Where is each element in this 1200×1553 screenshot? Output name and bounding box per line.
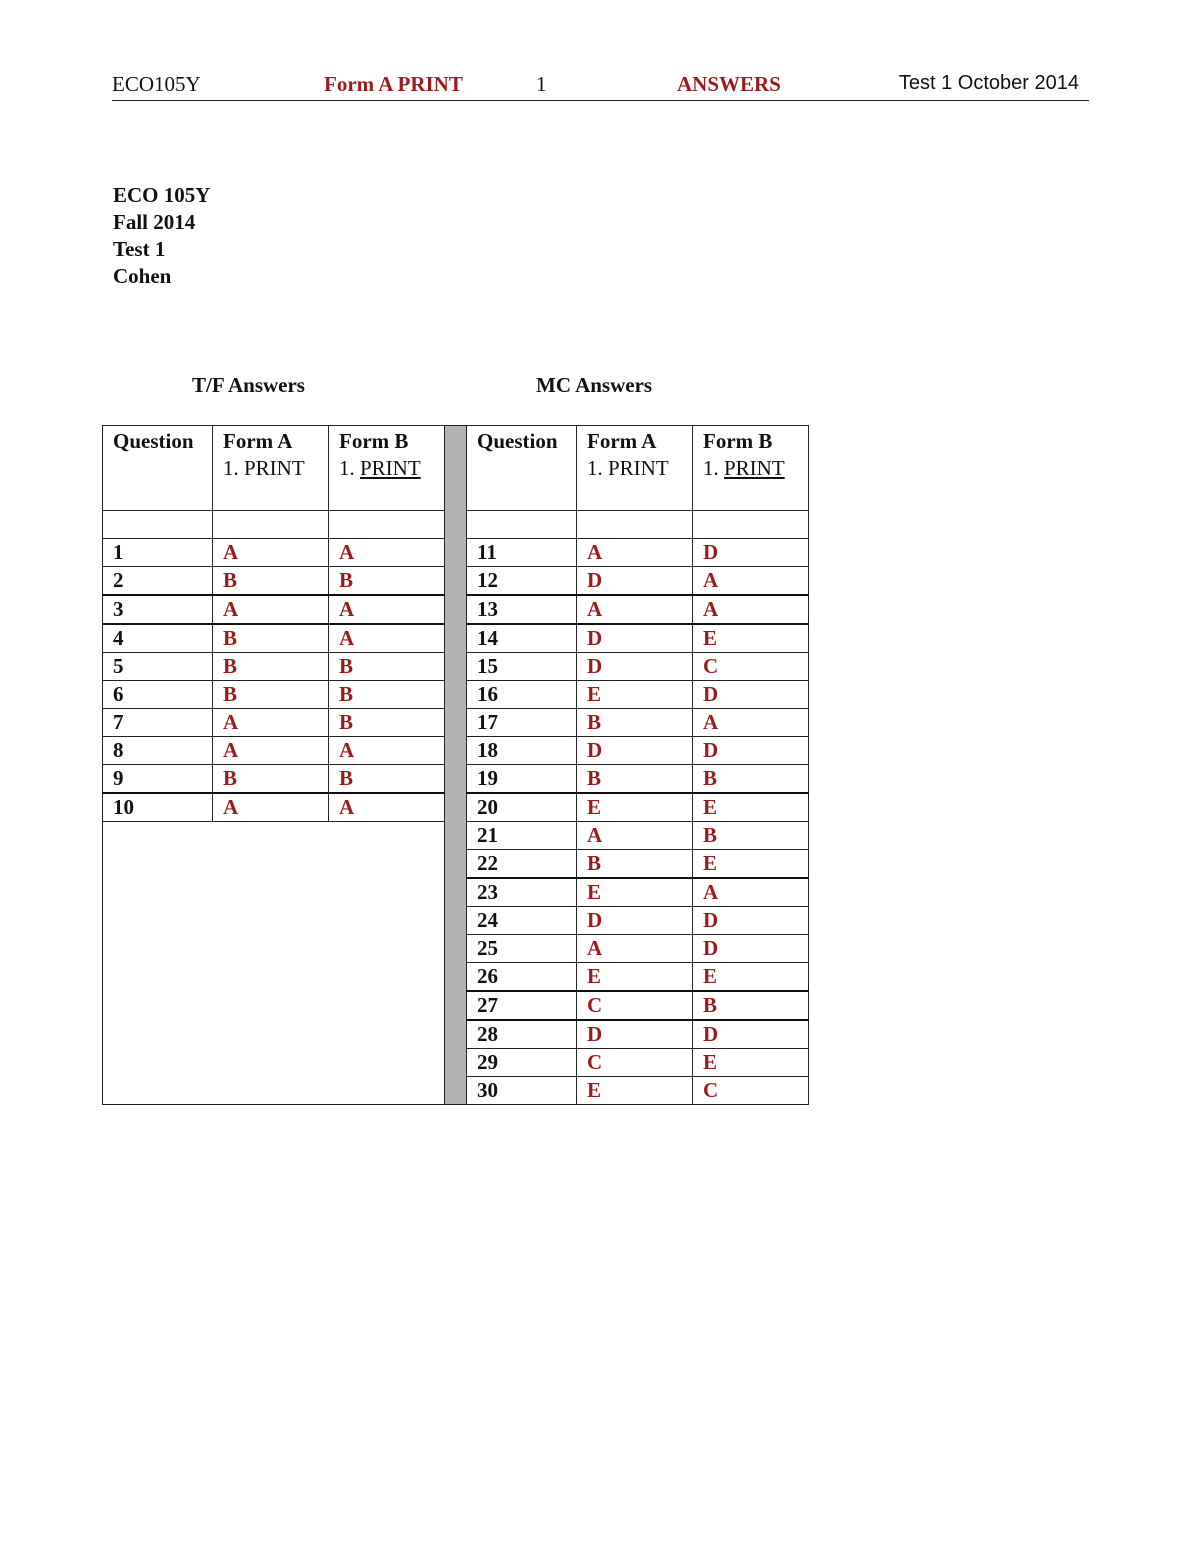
mc-form-a-answer: A: [577, 595, 693, 624]
tf-question-number: 10: [103, 793, 213, 822]
mc-question-number: 13: [467, 595, 577, 624]
mc-form-b-answer: E: [693, 624, 809, 653]
mc-question-number: 12: [467, 567, 577, 596]
tf-question-number: 3: [103, 595, 213, 624]
mc-form-b-answer: D: [693, 935, 809, 963]
tf-question-number: 9: [103, 765, 213, 794]
mc-form-b-answer: E: [693, 963, 809, 992]
mc-form-a-header: Form A 1. PRINT: [577, 426, 693, 511]
info-instructor: Cohen: [113, 264, 172, 288]
course-info: [113, 182, 210, 290]
tf-question-number: 1: [103, 539, 213, 567]
tf-question-number: 5: [103, 653, 213, 681]
tf-form-a-answer: B: [213, 681, 329, 709]
mc-form-a-answer: B: [577, 850, 693, 879]
mc-form-b-answer: C: [693, 653, 809, 681]
mc-form-a-answer: E: [577, 793, 693, 822]
mc-form-b-answer: D: [693, 1020, 809, 1049]
mc-form-b-answer: D: [693, 907, 809, 935]
mc-question-number: 17: [467, 709, 577, 737]
gray-divider: [445, 426, 467, 1105]
page-header: [112, 72, 1089, 101]
mc-form-b-answer: D: [693, 539, 809, 567]
header-course: ECO105Y: [112, 72, 201, 96]
mc-question-number: 16: [467, 681, 577, 709]
header-answers: ANSWERS: [677, 72, 781, 96]
tf-question-number: 2: [103, 567, 213, 596]
mc-question-number: 27: [467, 991, 577, 1020]
mc-question-number: 11: [467, 539, 577, 567]
mc-question-number: 18: [467, 737, 577, 765]
tf-form-a-answer: B: [213, 624, 329, 653]
tf-form-a-answer: A: [213, 737, 329, 765]
tf-form-a-answer: B: [213, 653, 329, 681]
mc-form-a-answer: C: [577, 991, 693, 1020]
mc-form-a-answer: D: [577, 737, 693, 765]
mc-form-a-answer: D: [577, 653, 693, 681]
tf-form-b-answer: B: [329, 567, 445, 596]
mc-form-a-answer: E: [577, 963, 693, 992]
mc-form-a-answer: E: [577, 681, 693, 709]
mc-form-a-answer: E: [577, 878, 693, 907]
mc-form-b-answer: A: [693, 709, 809, 737]
mc-question-number: 24: [467, 907, 577, 935]
mc-form-b-answer: B: [693, 991, 809, 1020]
mc-form-a-answer: C: [577, 1049, 693, 1077]
mc-form-b-answer: A: [693, 567, 809, 596]
mc-question-number: 21: [467, 822, 577, 850]
tf-question-number: 4: [103, 624, 213, 653]
tf-form-a-answer: A: [213, 793, 329, 822]
tf-form-a-answer: B: [213, 765, 329, 794]
mc-form-b-answer: B: [693, 765, 809, 794]
header-form: Form A PRINT: [324, 72, 463, 96]
tf-question-number: 8: [103, 737, 213, 765]
mc-form-a-answer: E: [577, 1077, 693, 1105]
mc-form-b-answer: B: [693, 822, 809, 850]
mc-question-number: 20: [467, 793, 577, 822]
tf-form-b-header: Form B 1. PRINT: [329, 426, 445, 511]
mc-question-number: 30: [467, 1077, 577, 1105]
tf-form-a-answer: B: [213, 567, 329, 596]
mc-form-b-answer: E: [693, 793, 809, 822]
tf-empty-area: [103, 822, 445, 1105]
tf-form-a-answer: A: [213, 709, 329, 737]
mc-question-number: 15: [467, 653, 577, 681]
tf-form-b-answer: A: [329, 539, 445, 567]
tf-form-a-header: Form A 1. PRINT: [213, 426, 329, 511]
mc-form-a-answer: B: [577, 709, 693, 737]
info-course: ECO 105Y: [113, 183, 211, 207]
mc-question-number: 23: [467, 878, 577, 907]
answer-key-table: [102, 425, 809, 1105]
mc-question-number: 22: [467, 850, 577, 879]
mc-form-b-answer: A: [693, 878, 809, 907]
info-test: Test 1: [113, 237, 166, 261]
tf-form-b-answer: B: [329, 653, 445, 681]
mc-form-b-answer: D: [693, 681, 809, 709]
tf-form-b-answer: A: [329, 595, 445, 624]
tf-form-b-answer: A: [329, 793, 445, 822]
mc-answers-title: MC Answers: [536, 373, 653, 397]
mc-question-number: 19: [467, 765, 577, 794]
mc-form-b-answer: E: [693, 850, 809, 879]
header-test-date: Test 1 October 2014: [898, 72, 1079, 94]
tf-form-b-answer: B: [329, 681, 445, 709]
mc-form-a-answer: D: [577, 1020, 693, 1049]
tf-form-a-answer: A: [213, 595, 329, 624]
mc-form-b-header: Form B 1. PRINT: [693, 426, 809, 511]
info-term: Fall 2014: [113, 210, 196, 234]
mc-form-b-answer: C: [693, 1077, 809, 1105]
tf-form-b-answer: B: [329, 765, 445, 794]
mc-form-b-answer: E: [693, 1049, 809, 1077]
mc-form-a-answer: D: [577, 624, 693, 653]
mc-form-a-answer: A: [577, 539, 693, 567]
mc-question-number: 25: [467, 935, 577, 963]
mc-form-a-answer: A: [577, 822, 693, 850]
tf-form-b-answer: A: [329, 737, 445, 765]
mc-question-number: 14: [467, 624, 577, 653]
mc-form-b-answer: A: [693, 595, 809, 624]
mc-question-number: 26: [467, 963, 577, 992]
tf-form-b-answer: B: [329, 709, 445, 737]
table-header-row: [103, 426, 809, 511]
mc-form-a-answer: B: [577, 765, 693, 794]
mc-form-a-answer: D: [577, 567, 693, 596]
tf-question-number: 7: [103, 709, 213, 737]
header-page-number: 1: [536, 72, 547, 96]
mc-question-number: 29: [467, 1049, 577, 1077]
mc-form-b-answer: D: [693, 737, 809, 765]
mc-form-a-answer: D: [577, 907, 693, 935]
mc-form-a-answer: A: [577, 935, 693, 963]
tf-form-a-answer: A: [213, 539, 329, 567]
tf-question-header: Question: [103, 426, 213, 511]
tf-question-number: 6: [103, 681, 213, 709]
tf-form-b-answer: A: [329, 624, 445, 653]
mc-question-number: 28: [467, 1020, 577, 1049]
tf-answers-title: T/F Answers: [192, 373, 305, 397]
mc-question-header: Question: [467, 426, 577, 511]
